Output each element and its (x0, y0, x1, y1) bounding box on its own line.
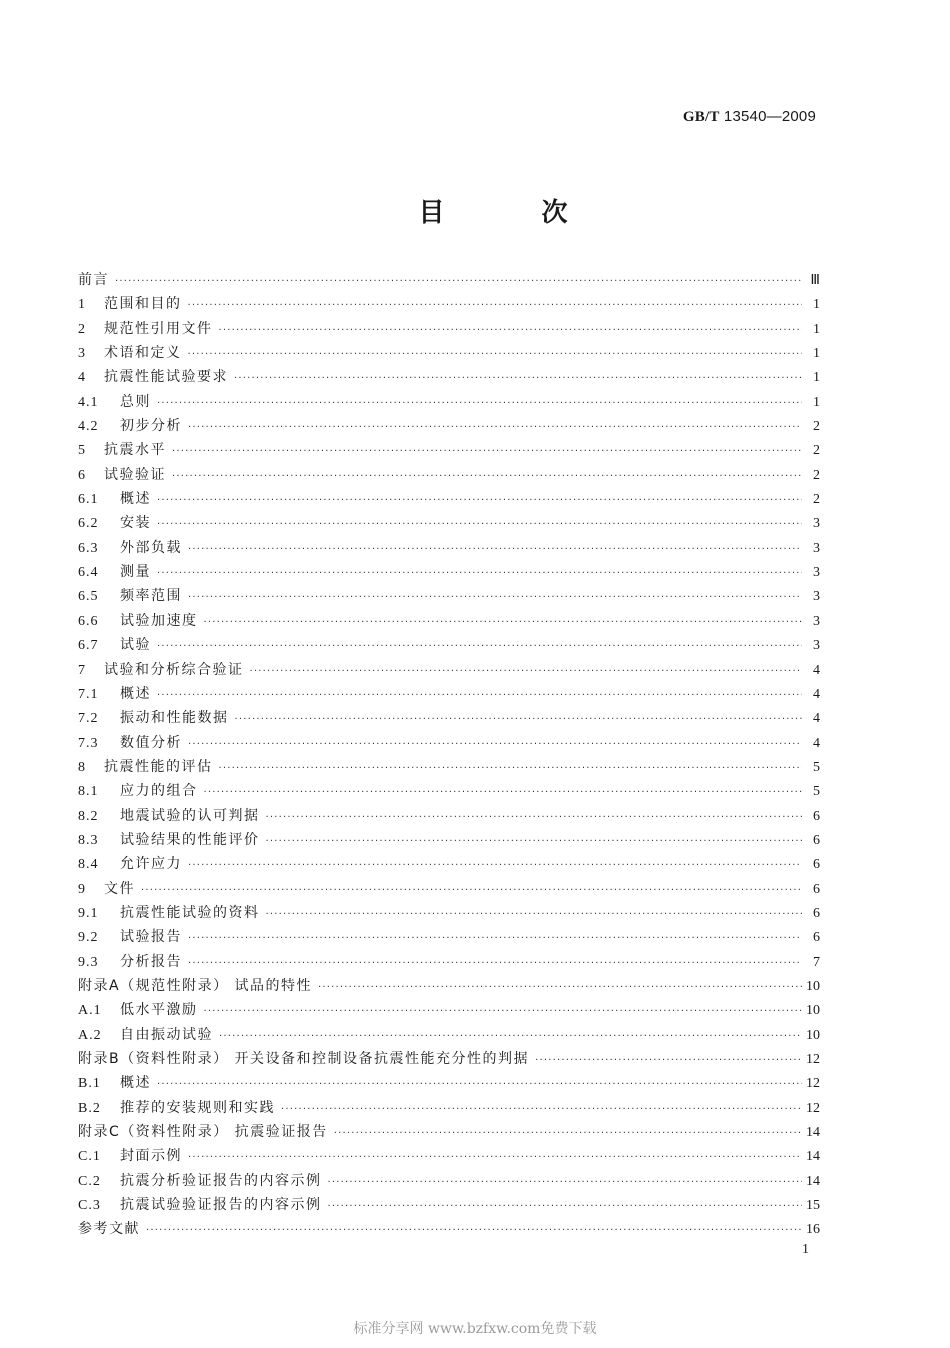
toc-entry-title: 频率范围 (120, 588, 182, 605)
standard-number: 13540—2009 (723, 108, 816, 125)
toc-entry-title: 抗震性能试验的资料 (120, 904, 260, 921)
page-title: 目 次 (418, 198, 612, 228)
toc-entry-number: 1 (78, 297, 86, 313)
toc-leader-dots (188, 860, 802, 871)
toc-entry-title: 概述 (120, 1075, 151, 1092)
toc-leader-dots (115, 276, 802, 287)
toc-leader-dots (535, 1055, 802, 1066)
toc-entry-page: 12 (806, 1076, 820, 1092)
toc-entry-number: 3 (78, 346, 86, 362)
toc-entry[interactable] (78, 707, 820, 731)
toc-leader-dots (188, 933, 802, 944)
toc-entry-title: 总则 (120, 393, 151, 410)
toc-entry[interactable] (78, 464, 820, 488)
toc-entry-page: 2 (813, 492, 820, 508)
toc-entry[interactable] (78, 1121, 820, 1145)
toc-entry-title: 规范性引用文件 (104, 320, 213, 337)
toc-entry-page: 5 (813, 759, 820, 775)
toc-entry[interactable] (78, 780, 820, 804)
toc-leader-dots (266, 836, 803, 847)
toc-entry-page: 10 (806, 1027, 820, 1043)
toc-entry-number: 6.6 (78, 613, 99, 629)
toc-entry-number: 5 (78, 443, 86, 459)
toc-entry-page: 1 (813, 321, 820, 337)
toc-leader-dots (204, 617, 803, 628)
toc-entry-number: 7 (78, 662, 86, 678)
toc-entry[interactable] (78, 1048, 820, 1072)
toc-entry-title: 参考文献 (78, 1221, 140, 1238)
toc-entry-number: B.2 (78, 1100, 101, 1116)
toc-leader-dots (234, 373, 802, 384)
toc-entry-page: 5 (813, 784, 820, 800)
toc-entry-number: 9.3 (78, 954, 99, 970)
toc-entry-page: 3 (813, 540, 820, 556)
toc-entry[interactable] (78, 1170, 820, 1194)
toc-entry[interactable] (78, 1024, 820, 1048)
toc-leader-dots (281, 1104, 802, 1115)
toc-leader-dots (157, 690, 802, 701)
toc-entry-page: 4 (813, 735, 820, 751)
toc-entry-title: 自由振动试验 (120, 1026, 213, 1043)
toc-entry-title: 试验加速度 (120, 612, 198, 629)
toc-leader-dots (172, 446, 802, 457)
toc-entry-page: 2 (813, 419, 820, 435)
toc-entry-page: 10 (806, 1003, 820, 1019)
toc-entry-page: 16 (806, 1222, 820, 1238)
toc-entry-page: 2 (813, 443, 820, 459)
toc-leader-dots (157, 519, 802, 530)
toc-entry-title: 允许应力 (120, 856, 182, 873)
toc-entry-page: 14 (806, 1125, 820, 1141)
toc-leader-dots (188, 300, 803, 311)
toc-leader-dots (328, 1201, 803, 1212)
toc-entry[interactable] (78, 878, 820, 902)
toc-entry[interactable] (78, 853, 820, 877)
standard-code (683, 108, 816, 126)
toc-entry[interactable] (78, 732, 820, 756)
toc-entry[interactable] (78, 293, 820, 317)
toc-entry-page: 4 (813, 711, 820, 727)
toc-leader-dots (318, 982, 802, 993)
toc-entry-number: A.2 (78, 1027, 102, 1043)
toc-entry-title: 数值分析 (120, 734, 182, 751)
toc-leader-dots (157, 398, 802, 409)
toc-entry-page: 2 (813, 467, 820, 483)
toc-entry-number: 6.1 (78, 492, 99, 508)
toc-entry-title: 附录B（资料性附录） 开关设备和控制设备抗震性能充分性的判据 (78, 1051, 530, 1067)
toc-entry[interactable] (78, 391, 820, 415)
toc-entry-number: 8.1 (78, 784, 99, 800)
toc-entry-page: 12 (806, 1052, 820, 1067)
toc-entry-page: 6 (813, 930, 820, 946)
toc-entry-page: 3 (813, 516, 820, 532)
toc-entry-title: 抗震分析验证报告的内容示例 (120, 1172, 322, 1189)
toc-entry-page: 14 (806, 1149, 820, 1165)
toc-entry-title: 应力的组合 (120, 783, 198, 800)
toc-entry[interactable] (78, 537, 820, 561)
toc-entry[interactable] (78, 975, 820, 999)
toc-entry-title: 抗震性能的评估 (104, 758, 213, 775)
toc-entry-number: 4.2 (78, 419, 99, 435)
toc-entry-page: Ⅲ (810, 273, 820, 288)
toc-entry[interactable] (78, 659, 820, 683)
toc-entry-page: 1 (813, 346, 820, 362)
toc-entry-title: 安装 (120, 515, 151, 532)
toc-leader-dots (157, 641, 802, 652)
toc-entry-number: 9 (78, 881, 86, 897)
toc-leader-dots (235, 714, 803, 725)
toc-entry-page: 1 (813, 394, 820, 410)
toc-entry-number: 7.1 (78, 686, 99, 702)
toc-entry-number: C.2 (78, 1173, 101, 1189)
toc-entry-number: 7.2 (78, 711, 99, 727)
toc-entry-title: 试验验证 (104, 466, 166, 483)
toc-leader-dots (188, 1152, 802, 1163)
toc-entry-page: 3 (813, 638, 820, 654)
toc-leader-dots (146, 1225, 802, 1236)
toc-entry[interactable] (78, 318, 820, 342)
toc-leader-dots (157, 1079, 802, 1090)
toc-entry-number: 6.5 (78, 589, 99, 605)
toc-entry-number: C.1 (78, 1149, 101, 1165)
page-number: 1 (802, 1242, 809, 1257)
standard-prefix: GB/T (682, 109, 720, 125)
toc-entry-page: 6 (813, 808, 820, 824)
toc-entry-title: 地震试验的认可判据 (120, 807, 260, 824)
toc-entry-page: 3 (813, 613, 820, 629)
toc-leader-dots (172, 471, 802, 482)
toc-entry-title: 附录C（资料性附录） 抗震验证报告 (78, 1124, 328, 1141)
toc-entry-title: 附录A（规范性附录） 试品的特性 (78, 977, 313, 994)
toc-entry-page: 4 (813, 662, 820, 678)
toc-entry[interactable] (78, 585, 820, 609)
toc-entry[interactable] (78, 1194, 820, 1218)
toc-entry-title: 试验报告 (120, 929, 182, 946)
toc-entry[interactable] (78, 439, 820, 463)
toc-entry[interactable] (78, 683, 820, 707)
toc-entry-title: 试验和分析综合验证 (104, 661, 244, 678)
toc-entry-number: B.1 (78, 1076, 101, 1092)
toc-leader-dots (188, 349, 803, 360)
toc-entry-title: 范围和目的 (104, 296, 182, 313)
toc-entry-number: 4.1 (78, 394, 99, 410)
toc-entry[interactable] (78, 415, 820, 439)
toc-leader-dots (266, 909, 803, 920)
toc-leader-dots (250, 666, 803, 677)
toc-entry-title: 初步分析 (120, 418, 182, 435)
toc-leader-dots (328, 1177, 803, 1188)
toc-entry[interactable] (78, 366, 820, 390)
toc-entry-number: 8.2 (78, 808, 99, 824)
toc-entry-page: 15 (806, 1198, 820, 1214)
toc-leader-dots (188, 544, 802, 555)
toc-entry-number: C.3 (78, 1198, 101, 1214)
toc-entry-title: 振动和性能数据 (120, 710, 229, 727)
toc-entry-number: 4 (78, 370, 86, 386)
toc-leader-dots (219, 763, 803, 774)
toc-entry[interactable] (78, 926, 820, 950)
toc-entry-title: 概述 (120, 491, 151, 508)
toc-entry-number: 6.7 (78, 638, 99, 654)
table-of-contents (78, 269, 820, 1243)
toc-entry-page: 1 (813, 370, 820, 386)
toc-entry[interactable] (78, 342, 820, 366)
toc-entry-title: 推荐的安装规则和实践 (120, 1099, 275, 1116)
toc-entry-number: 6.4 (78, 565, 99, 581)
toc-entry-page: 6 (813, 857, 820, 873)
toc-entry-title: 试验结果的性能评价 (120, 831, 260, 848)
toc-leader-dots (204, 1006, 803, 1017)
toc-entry-page: 4 (813, 686, 820, 702)
toc-entry-title: 术语和定义 (104, 345, 182, 362)
toc-leader-dots (188, 958, 802, 969)
toc-entry-title: 前言 (78, 272, 109, 288)
toc-entry-title: 文件 (104, 880, 135, 897)
toc-entry[interactable] (78, 269, 820, 293)
toc-entry-title: 抗震水平 (104, 442, 166, 459)
toc-entry[interactable] (78, 512, 820, 536)
toc-entry-title: 试验 (120, 637, 151, 654)
toc-entry-number: 6.3 (78, 540, 99, 556)
toc-entry-title: 封面示例 (120, 1148, 182, 1165)
toc-entry-title: 外部负载 (120, 539, 182, 556)
toc-leader-dots (188, 739, 802, 750)
toc-entry-page: 6 (813, 832, 820, 848)
toc-leader-dots (219, 325, 803, 336)
toc-entry-page: 6 (813, 905, 820, 921)
toc-entry[interactable] (78, 1218, 820, 1242)
toc-entry-page: 3 (813, 565, 820, 581)
toc-entry-title: 抗震性能试验要求 (104, 369, 228, 386)
toc-entry-page: 6 (813, 881, 820, 897)
toc-entry-number: 6 (78, 467, 86, 483)
toc-entry-number: 9.1 (78, 905, 99, 921)
toc-entry-title: 概述 (120, 685, 151, 702)
toc-entry[interactable] (78, 951, 820, 975)
toc-entry[interactable] (78, 634, 820, 658)
toc-entry[interactable] (78, 488, 820, 512)
toc-entry-title: 分析报告 (120, 953, 182, 970)
toc-entry-number: 9.2 (78, 930, 99, 946)
toc-entry-title: 抗震试验验证报告的内容示例 (120, 1197, 322, 1214)
toc-entry-number: 2 (78, 321, 86, 337)
toc-entry-number: 6.2 (78, 516, 99, 532)
toc-entry-page: 3 (813, 589, 820, 605)
toc-entry[interactable] (78, 829, 820, 853)
toc-entry-number: 7.3 (78, 735, 99, 751)
toc-entry-page: 10 (806, 978, 820, 994)
toc-entry[interactable] (78, 999, 820, 1023)
toc-leader-dots (219, 1031, 802, 1042)
toc-entry-page: 1 (813, 297, 820, 313)
toc-entry-page: 14 (806, 1173, 820, 1189)
toc-leader-dots (188, 422, 802, 433)
toc-leader-dots (204, 787, 803, 798)
toc-entry-title: 测量 (120, 564, 151, 581)
toc-leader-dots (157, 568, 802, 579)
toc-entry[interactable] (78, 1097, 820, 1121)
toc-leader-dots (334, 1128, 802, 1139)
toc-entry-page: 7 (813, 954, 820, 970)
toc-entry-number: 8 (78, 759, 86, 775)
toc-entry[interactable] (78, 561, 820, 585)
toc-entry[interactable] (78, 805, 820, 829)
watermark-text: 标准分享网 www.bzfxw.com免费下载 (353, 1321, 597, 1337)
toc-leader-dots (141, 885, 802, 896)
toc-entry[interactable] (78, 1072, 820, 1096)
toc-entry-page: 12 (806, 1100, 820, 1116)
toc-entry[interactable] (78, 1145, 820, 1169)
toc-entry-title: 低水平激励 (120, 1002, 198, 1019)
toc-entry-number: A.1 (78, 1003, 102, 1019)
toc-leader-dots (188, 592, 802, 603)
toc-entry[interactable] (78, 756, 820, 780)
toc-leader-dots (157, 495, 802, 506)
toc-entry-number: 8.4 (78, 857, 99, 873)
toc-entry-number: 8.3 (78, 832, 99, 848)
toc-leader-dots (266, 812, 803, 823)
toc-entry[interactable] (78, 902, 820, 926)
toc-entry[interactable] (78, 610, 820, 634)
